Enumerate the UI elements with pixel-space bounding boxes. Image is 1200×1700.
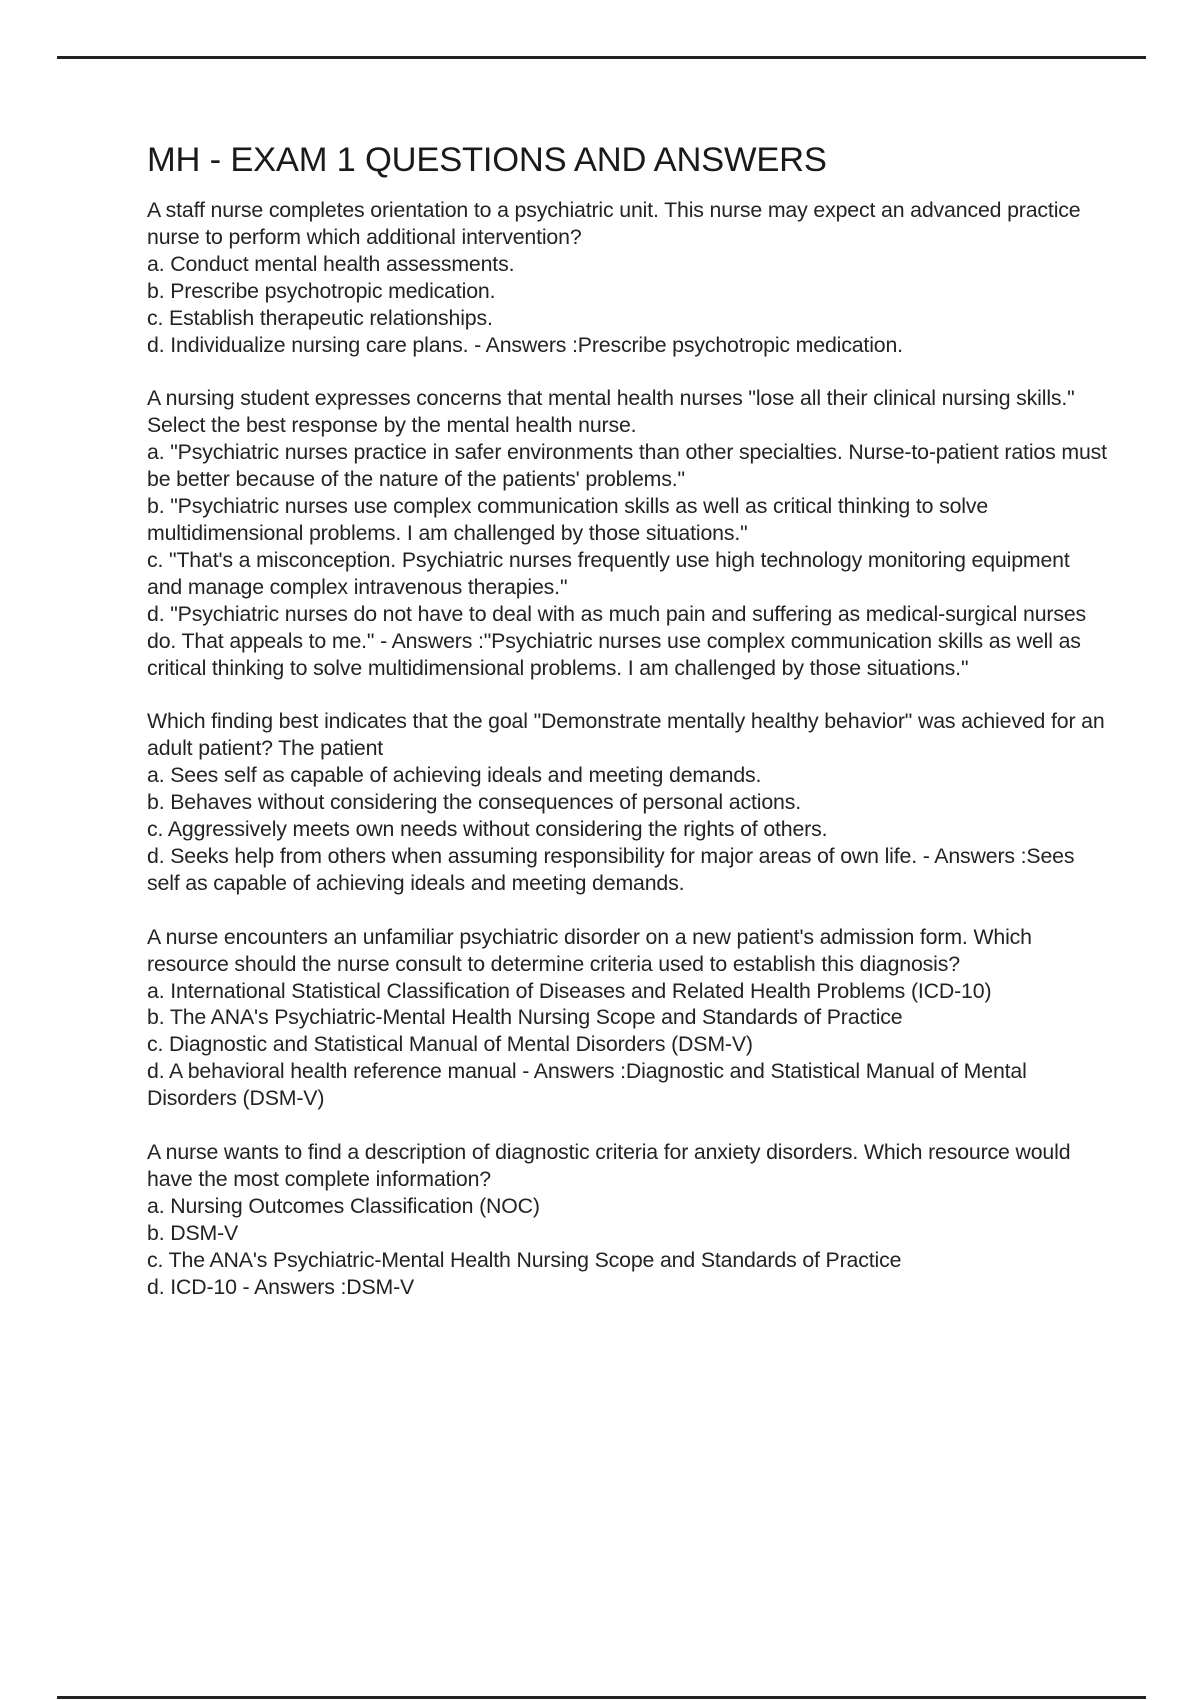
answer-option-a: a. Sees self as capable of achieving ideals and meeting demands.: [147, 763, 762, 788]
question-block-3: [147, 708, 1107, 896]
answer-option-c: c. "That's a misconception. Psychiatric nurses frequently use high technology monitoring equipment and manage complex intravenous therapies.": [147, 547, 1070, 599]
answer-option-b: b. DSM-V: [147, 1220, 239, 1245]
answer-option-b: b. "Psychiatric nurses use complex communication skills as well as critical thinking to solve multidimensional problems. I am challenged by those situations.": [147, 494, 989, 545]
answer-option-c: c. Aggressively meets own needs without considering the rights of others.: [147, 817, 828, 842]
question-stem: A staff nurse completes orientation to a psychiatric unit. This nurse may expect an advanced practice nurse to perform which additional intervention?: [147, 198, 1081, 249]
question-stem: A nurse wants to find a description of diagnostic criteria for anxiety disorders. Which resource would have the most complete information?: [147, 1140, 1071, 1191]
answer-option-d: d. Seeks help from others when assuming responsibility for major areas of own life. - Answers :Sees self as capable of achieving ideals and meeting demands.: [147, 843, 1075, 895]
question-stem: A nurse encounters an unfamiliar psychiatric disorder on a new patient's admission form. Which resource should the nurse consult to determine criteria used to establish this diagnosis?: [147, 924, 1032, 976]
question-block-5: [147, 1139, 1107, 1300]
answer-option-a: a. International Statistical Classification of Diseases and Related Health Problems (ICD-10): [147, 978, 992, 1003]
answer-option-c: c. Establish therapeutic relationships.: [147, 305, 493, 330]
footer-rule: [57, 1696, 1146, 1699]
answer-option-d: d. Individualize nursing care plans. - Answers :Prescribe psychotropic medication.: [147, 332, 903, 357]
answer-option-d: d. A behavioral health reference manual - Answers :Diagnostic and Statistical Manual of Mental Disorders (DSM-V): [147, 1059, 1027, 1111]
question-block-2: [147, 385, 1107, 681]
header-rule: [57, 56, 1146, 59]
answer-option-c: c. The ANA's Psychiatric-Mental Health Nursing Scope and Standards of Practice: [147, 1247, 902, 1272]
answer-option-d: d. "Psychiatric nurses do not have to deal with as much pain and suffering as medical-surgical nurses do. That appeals to me." - Answers :"Psychiatric nurses use complex communication skills as well as critical thinking to solve multidimensional problems. I am challenged by those situations.": [147, 601, 1087, 680]
question-stem: Which finding best indicates that the goal "Demonstrate mentally healthy behavior" was achieved for an adult patient? The patient: [147, 709, 1105, 761]
answer-option-a: a. "Psychiatric nurses practice in safer environments than other specialties. Nurse-to-patient ratios must be better because of the nature of the patients' problems.": [147, 440, 1107, 492]
document-title: MH - EXAM 1 QUESTIONS AND ANSWERS: [147, 141, 827, 179]
answer-option-a: a. Nursing Outcomes Classification (NOC): [147, 1193, 540, 1218]
answer-option-d: d. ICD-10 - Answers :DSM-V: [147, 1274, 415, 1299]
document-body: [147, 140, 1107, 1328]
question-block-1: [147, 197, 1107, 358]
answer-option-c: c. Diagnostic and Statistical Manual of Mental Disorders (DSM-V): [147, 1032, 753, 1057]
question-block-4: [147, 924, 1107, 1112]
answer-option-a: a. Conduct mental health assessments.: [147, 251, 515, 276]
answer-option-b: b. Behaves without considering the consequences of personal actions.: [147, 790, 801, 815]
question-stem: A nursing student expresses concerns that mental health nurses "lose all their clinical nursing skills." Select the best response by the mental health nurse.: [147, 386, 1075, 438]
answer-option-b: b. Prescribe psychotropic medication.: [147, 278, 496, 303]
answer-option-b: b. The ANA's Psychiatric-Mental Health Nursing Scope and Standards of Practice: [147, 1005, 903, 1030]
